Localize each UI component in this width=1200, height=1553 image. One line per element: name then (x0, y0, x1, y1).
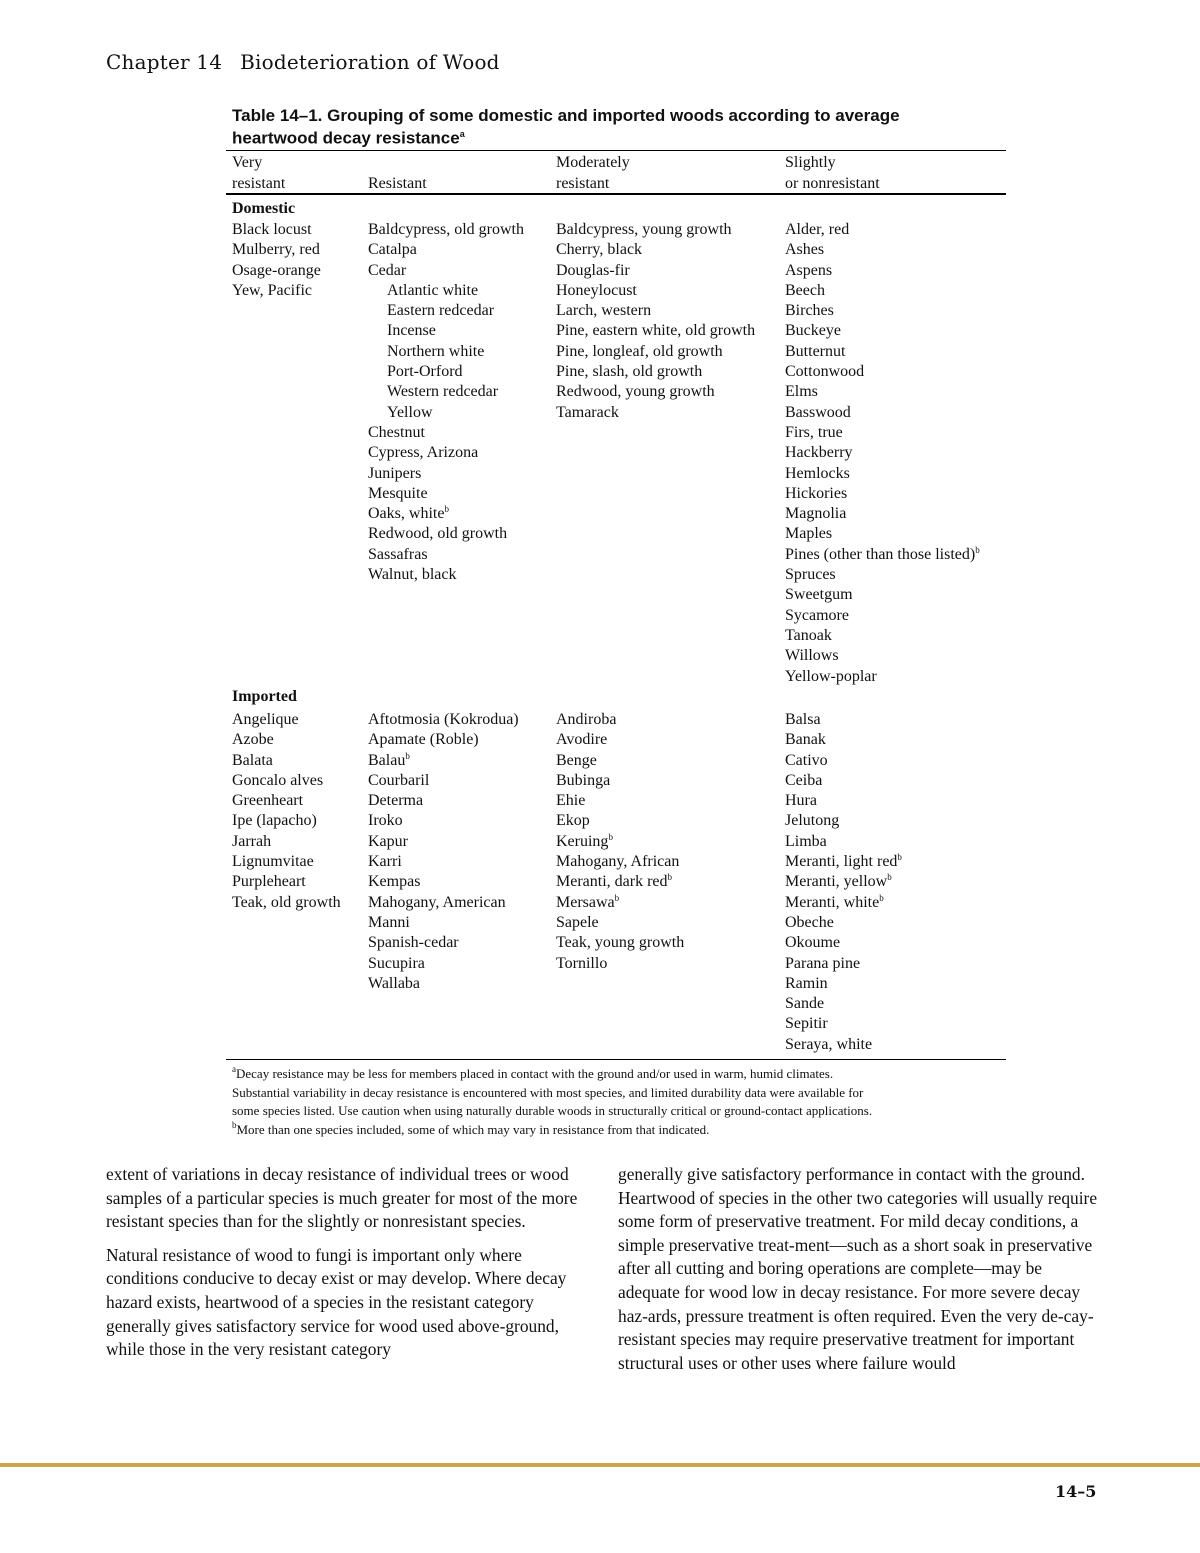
list-item: Meranti, white$^b$ (785, 892, 884, 911)
list-item: Hickories (785, 484, 848, 502)
list-item: Tornillo (556, 954, 608, 972)
list-item: Bubinga (556, 771, 611, 789)
footnote-a-line2: Substantial variability in decay resistance is encountered with most species, and limited durability data were available for (232, 1084, 864, 1100)
footnote-mark: b (444, 504, 449, 515)
list-item: Alder, red (785, 221, 850, 238)
list-item: Balsa (785, 711, 821, 728)
list-item: Angelique (232, 711, 299, 728)
list-item: Seraya, white (785, 1035, 873, 1053)
list-item: Keruing$^b$ (556, 831, 613, 850)
list-item: Birches (785, 302, 834, 320)
footer-accent-rule (0, 1463, 1200, 1467)
list-item: Northern white (387, 342, 485, 360)
list-item: Osage-orange (232, 261, 321, 279)
list-item: Hura (785, 792, 817, 810)
list-item: Black locust (232, 221, 312, 238)
list-item: Meranti, dark red$^b$ (556, 872, 673, 891)
caption-footnote-mark: a (459, 129, 465, 139)
list-item: Willows (785, 647, 839, 665)
list-item: Redwood, old growth (368, 525, 508, 543)
body-column-right (618, 1163, 1098, 1385)
list-item: Yellow-poplar (785, 667, 877, 685)
list-item: Yellow (387, 403, 433, 421)
list-item: Okoume (785, 934, 841, 952)
list-item: Baldcypress, young growth (556, 221, 732, 238)
list-item: Maples (785, 525, 833, 543)
list-item: Goncalo alves (232, 771, 324, 789)
list-item: Meranti, yellow$^b$ (785, 872, 892, 891)
list-item: Limba (785, 832, 827, 850)
list-item: Balau$^b$ (368, 750, 410, 769)
table-caption-line2: heartwood decay resistance (232, 128, 460, 148)
list-item: Pine, slash, old growth (556, 363, 703, 381)
list-item: Mersawa$^b$ (556, 892, 620, 911)
footnote-mark: b (879, 892, 884, 903)
chapter-header (106, 50, 500, 74)
list-item: Junipers (368, 464, 422, 482)
table-footnotes (232, 1065, 1022, 1139)
list-item: Pine, longleaf, old growth (556, 342, 723, 360)
list-item: Sassafras (368, 545, 428, 563)
list-item: Cypress, Arizona (368, 444, 479, 462)
domestic-slightly-resistant-list (785, 220, 980, 687)
list-item: Greenheart (232, 792, 304, 810)
section-label-domestic: Domestic (232, 200, 296, 217)
list-item: Spanish-cedar (368, 934, 459, 952)
list-item: Ipe (lapacho) (232, 812, 317, 830)
list-item: Ramin (785, 974, 828, 992)
list-item: Catalpa (368, 241, 417, 259)
list-item: Buckeye (785, 322, 841, 340)
list-item: Tanoak (785, 626, 832, 644)
footnote-mark: b (667, 872, 673, 883)
col-header-very-resistant: Very resistant (232, 154, 286, 192)
list-item: Baldcypress, old growth (368, 221, 524, 238)
list-item: Benge (556, 751, 597, 769)
list-item: Incense (387, 322, 436, 340)
list-item: Wallaba (368, 974, 421, 992)
list-item: Redwood, young growth (556, 383, 715, 401)
list-item: Parana pine (785, 954, 861, 972)
list-item: Manni (368, 913, 410, 931)
table-caption (232, 106, 1012, 148)
list-item: Beech (785, 281, 825, 299)
page-number: 14–5 (1055, 1482, 1097, 1501)
list-item: Purpleheart (232, 873, 306, 891)
table-bottom-rule (226, 1059, 1006, 1060)
list-item: Balata (232, 751, 273, 769)
body-column-left (106, 1163, 586, 1372)
col-header-moderately-resistant: Moderately resistant (556, 154, 630, 192)
list-item: Cottonwood (785, 363, 865, 381)
list-item: Ashes (785, 241, 825, 259)
list-item: Karri (368, 853, 402, 871)
list-item: Mahogany, American (368, 893, 506, 911)
col-header-resistant: Resistant (368, 175, 427, 192)
imported-moderately-resistant-list (556, 710, 684, 974)
table-top-rule (226, 150, 1006, 151)
list-item: Cedar (368, 261, 407, 279)
list-item: Teak, young growth (556, 934, 685, 952)
list-item: Sande (785, 995, 825, 1013)
list-item: Lignumvitae (232, 853, 314, 871)
domestic-moderately-resistant-list (556, 220, 755, 423)
domestic-very-resistant-list (232, 220, 321, 301)
list-item: Pines (other than those listed)$^b$ (785, 544, 980, 563)
section-label-imported: Imported (232, 688, 297, 705)
footnote-mark: b (897, 852, 902, 863)
list-item: Apamate (Roble) (368, 731, 479, 749)
list-item: Yew, Pacific (232, 281, 312, 299)
list-item: Firs, true (785, 423, 843, 441)
list-item: Port-Orford (387, 363, 463, 381)
list-item: Aspens (785, 261, 833, 279)
imported-very-resistant-list (232, 710, 341, 913)
body-paragraph: Natural resistance of wood to fungi is important only where conditions conducive to decay exist or may develop. Where decay hazard exists, heartwood of a species in the resistant category generally gives satisfactory service for wood used above-ground, while those in the very resistant category (106, 1244, 567, 1360)
list-item: Kempas (368, 873, 421, 891)
list-item: Cherry, black (556, 241, 643, 259)
imported-resistant-list (368, 710, 519, 994)
list-item: Mahogany, African (556, 853, 680, 871)
body-paragraph: generally give satisfactory performance in contact with the ground. Heartwood of species in the other two categories will usually require some form of preservative treatment. For mild decay conditions, a simple preservative treat-ment—such as a short soak in preservative after all cutting and boring operations are complete—may be adequate for wood low in decay resistance. For more severe decay haz-ards, pressure treatment is often required. Even the very de-cay-resistant species may require preservative treatment for important structural uses or other uses where failure would (618, 1164, 1098, 1373)
list-item: Ehie (556, 792, 586, 810)
footnote-mark: b (887, 872, 892, 883)
chapter-title: Biodeterioration of Wood (240, 50, 500, 74)
list-item: Banak (785, 731, 826, 749)
list-item: Eastern redcedar (387, 302, 495, 320)
list-item: Atlantic white (387, 281, 479, 299)
list-item: Honeylocust (556, 281, 637, 299)
list-item: Butternut (785, 342, 846, 360)
list-item: Hemlocks (785, 464, 850, 482)
list-item: Walnut, black (368, 566, 457, 584)
list-item: Ekop (556, 812, 590, 830)
list-item: Magnolia (785, 505, 847, 523)
list-item: Chestnut (368, 423, 425, 441)
list-item: Western redcedar (387, 383, 499, 401)
list-item: Basswood (785, 403, 851, 421)
list-item: Determa (368, 792, 424, 810)
list-item: Sapele (556, 913, 599, 931)
list-item: Meranti, light red$^b$ (785, 852, 902, 871)
list-item: Tamarack (556, 403, 619, 421)
list-item: Mulberry, red (232, 241, 320, 259)
body-paragraph: extent of variations in decay resistance of individual trees or wood samples of a particular species is much greater for most of the more resistant species than for the slightly or nonresistant species. (106, 1164, 578, 1232)
footnote-a: $^a$Decay resistance may be less for members placed in contact with the ground and/or used in warm, humid climates. (232, 1064, 834, 1081)
chapter-number: Chapter 14 (106, 50, 223, 74)
list-item: Obeche (785, 913, 834, 931)
list-item: Mesquite (368, 484, 428, 502)
footnote-a-line3: some species listed. Use caution when using naturally durable woods in structurally critical or ground-contact applications. (232, 1103, 873, 1118)
list-item: Hackberry (785, 444, 853, 462)
table-caption-line1: Table 14–1. Grouping of some domestic and imported woods according to average (232, 106, 900, 125)
list-item: Larch, western (556, 302, 652, 320)
list-item: Sycamore (785, 606, 849, 624)
domestic-resistant-list (368, 220, 524, 585)
imported-slightly-resistant-list (785, 710, 902, 1055)
list-item: Iroko (368, 812, 403, 830)
list-item: Andiroba (556, 711, 617, 728)
list-item: Sucupira (368, 954, 425, 972)
footnote-mark: b (975, 544, 980, 555)
list-item: Ceiba (785, 771, 823, 789)
list-item: Sweetgum (785, 586, 853, 604)
list-item: Oaks, white$^b$ (368, 504, 449, 523)
list-item: Courbaril (368, 771, 430, 789)
list-item: Teak, old growth (232, 893, 341, 911)
list-item: Aftotmosia (Kokrodua) (368, 711, 519, 728)
list-item: Sepitir (785, 1015, 828, 1033)
footnote-mark: b (405, 750, 410, 761)
list-item: Kapur (368, 832, 408, 850)
list-item: Jarrah (232, 832, 272, 850)
col-header-slightly-resistant: Slightly or nonresistant (785, 154, 880, 192)
footnote-mark: b (614, 892, 620, 903)
list-item: Jelutong (785, 812, 840, 830)
list-item: Cativo (785, 751, 828, 769)
footnote-b: $^b$More than one species included, some of which may vary in resistance from that indicated. (232, 1119, 710, 1137)
list-item: Pine, eastern white, old growth (556, 322, 756, 340)
list-item: Elms (785, 383, 818, 401)
list-item: Douglas-fir (556, 261, 630, 279)
list-item: Azobe (232, 731, 274, 749)
list-item: Spruces (785, 566, 836, 584)
footnote-mark: b (608, 831, 613, 842)
list-item: Avodire (556, 731, 608, 749)
